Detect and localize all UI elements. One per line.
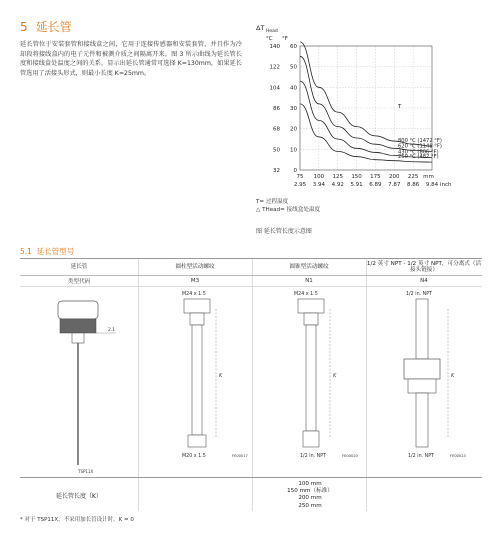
x-tick-inch: 7.87	[388, 182, 401, 188]
x-tick-inch: 8.86	[407, 182, 420, 188]
x-unit-inch: inch	[440, 182, 452, 188]
extension-drawings	[20, 287, 482, 477]
y-tick-c: 50	[290, 64, 297, 71]
n4-drawing-code: FE00023	[450, 454, 466, 458]
n1-bottom-thread: 1/2 in. NPT	[300, 454, 327, 459]
m3-top-thread: M24 x 1.5	[182, 292, 206, 297]
tsp-drawing	[58, 301, 116, 474]
section-title	[20, 18, 72, 35]
n1-k: K	[333, 373, 337, 379]
length-value: 200 mm	[298, 495, 322, 502]
chart-notes	[256, 198, 320, 214]
tsp-label: TSP11X	[78, 469, 94, 474]
y-tick-c: 10	[290, 147, 297, 154]
code-n1: N1	[305, 277, 313, 284]
y-tick-f: 32	[273, 168, 280, 174]
y-tick-c: 60	[290, 44, 297, 50]
series-line-0	[300, 42, 432, 146]
x-tick-mm: 100	[313, 174, 325, 180]
y-tick-c: 0	[293, 168, 297, 174]
length-value: 150 mm（标准）	[287, 488, 333, 495]
table-header-row	[20, 259, 482, 276]
code-m3: M3	[190, 277, 200, 284]
x-tick-inch: 3.94	[312, 182, 325, 188]
subsection-number: 5.1	[20, 247, 32, 256]
n4-top-thread: 1/2 in. NPT	[406, 292, 433, 297]
subsection-heading: 延长管型号	[36, 247, 75, 256]
n4-k: K	[451, 373, 455, 379]
y-tick-c: 20	[290, 126, 297, 133]
y-unit-f: °F	[282, 36, 288, 42]
n1-drawing-code: FE00020	[342, 454, 358, 458]
x-tick-inch: 4.92	[331, 182, 344, 188]
legend-title: T	[398, 104, 402, 110]
series-label: 800 °C (1472 °F)	[398, 138, 442, 145]
y-tick-f: 140	[269, 44, 280, 50]
header-n1: 圆锥型活动螺纹	[289, 263, 329, 270]
section-heading: 延长管	[35, 20, 72, 34]
length-value: 250 mm	[298, 502, 322, 509]
x-tick-inch: 5.91	[350, 182, 363, 188]
n1-drawing	[294, 291, 358, 459]
series-label: 250 °C (482 °F)	[398, 154, 439, 161]
x-unit-mm: mm	[423, 174, 434, 180]
type-code-row	[20, 275, 482, 287]
n1-top-thread: M24 x 1.5	[294, 292, 318, 297]
m3-drawing-code: FE00017	[232, 454, 248, 458]
m3-k: K	[219, 373, 223, 379]
length-values	[138, 481, 482, 510]
x-tick-inch: 2.95	[293, 182, 307, 188]
type-code-label: 类型代码	[67, 278, 91, 285]
length-value: 100 mm	[298, 481, 322, 487]
header-n4: 1/2 英寸 NPT - 1/2 英寸 NPT，可分离式（活接头链接）	[366, 260, 482, 273]
x-tick-mm: 75	[296, 174, 304, 180]
subsection-title	[20, 246, 74, 257]
y-tick-c: 30	[290, 106, 297, 112]
series-label: 620 °C (1148 °F)	[398, 143, 442, 150]
m3-bottom-thread: M20 x 1.5	[182, 454, 206, 459]
x-tick-mm: 225	[407, 174, 419, 180]
y-tick-f: 68	[273, 126, 280, 133]
tsp-dim-label: 2.1	[108, 328, 116, 333]
y-tick-f: 104	[269, 85, 280, 92]
code-n4: N4	[420, 277, 428, 284]
x-tick-mm: 125	[332, 174, 343, 180]
m3-drawing	[182, 291, 248, 459]
section-number: 5	[20, 20, 28, 34]
x-tick-mm: 175	[370, 174, 381, 180]
x-tick-inch: 6.89	[369, 182, 382, 188]
header-extension: 延长管	[70, 263, 88, 270]
extension-types-table	[20, 258, 482, 511]
extension-length-chart	[254, 22, 482, 197]
intro-paragraph: 延长管位于安装套管和接线盒之间，它用于连接传感器和安装套管，并且作为冷却段将接线盒内的电子元件和被测介质之间隔离开来。图 3 所示曲线为延长管长度和接线盒处温度之间的关系，显示出延长管通常可选择 K=130mm，如果延长管选用了活接头形式，则最小长度 K=25mm。	[20, 41, 242, 77]
y-label-main: ΔT	[256, 24, 265, 32]
x-tick-inch: 9.84	[425, 182, 439, 188]
y-tick-f: 86	[273, 106, 280, 112]
chart-note-t: T= 过程温度	[256, 199, 289, 205]
y-tick-c: 40	[290, 85, 297, 92]
n4-drawing	[404, 291, 466, 459]
chart-note-thead: △ THead= 接线盒处温度	[256, 207, 321, 213]
y-tick-f: 50	[273, 147, 280, 154]
length-row	[20, 477, 482, 512]
series-label: 430 °C (806 °F)	[398, 149, 439, 156]
footnote: * 对于 TSP11X，不采用加长管设计时，K = 0	[20, 517, 134, 523]
y-label-sub: Head	[266, 29, 278, 34]
figure-caption: 图 延长管长度示意图	[256, 228, 312, 235]
x-tick-mm: 200	[389, 174, 400, 180]
header-m3: 圆柱型活动螺纹	[175, 263, 215, 270]
n4-bottom-thread: 1/2 in. NPT	[408, 454, 435, 459]
length-label: 延长管长度（K）	[56, 492, 102, 500]
y-unit-c: °C	[266, 36, 273, 42]
y-tick-f: 122	[269, 64, 280, 71]
x-tick-mm: 150	[351, 174, 362, 180]
